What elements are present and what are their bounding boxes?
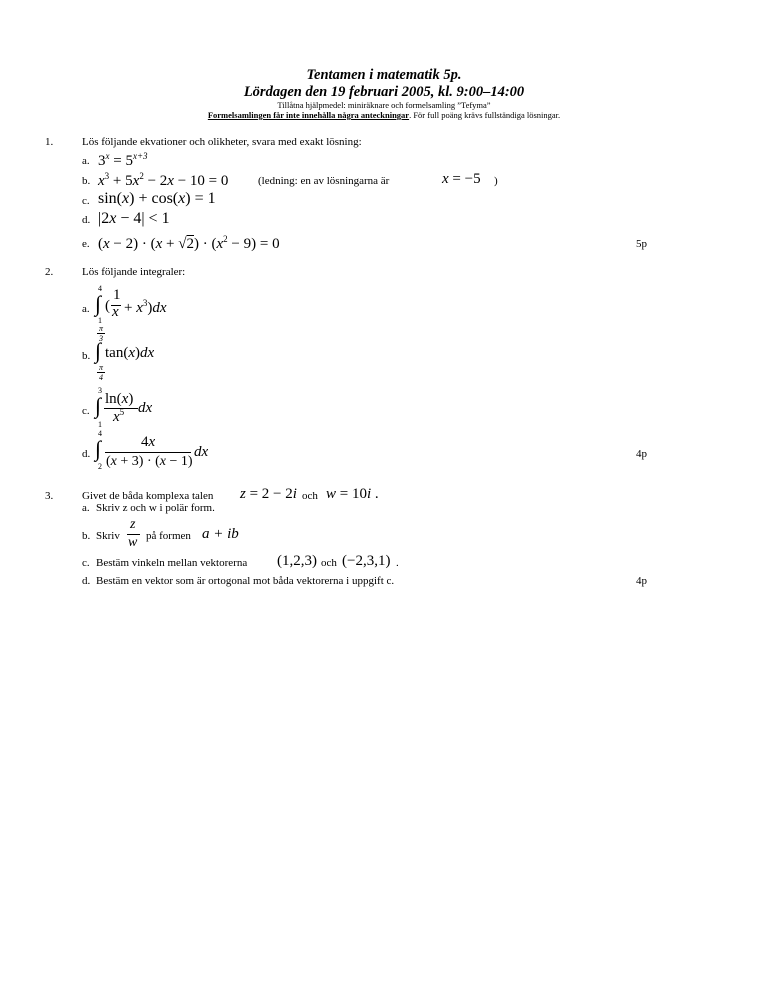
q3a-label: a. bbox=[82, 502, 90, 514]
question-1-text: Lös följande ekvationer och olikheter, svara med exakt lösning: bbox=[82, 136, 362, 148]
exam-date: Lördagen den 19 februari 2005, kl. 9:00–14:00 bbox=[243, 84, 525, 100]
q1b-label: b. bbox=[82, 175, 91, 187]
q3a-text: Skriv z och w i polär form. bbox=[96, 502, 215, 514]
q3c-label: c. bbox=[82, 557, 90, 569]
note-warning: Formelsamlingen får inte innehålla några anteckningar bbox=[207, 110, 410, 120]
q1b-hint-root: x = −5 bbox=[442, 171, 481, 187]
question-3-number: 3. bbox=[45, 490, 54, 502]
q2a-integral-sign: ∫ bbox=[95, 291, 102, 316]
q1c-label: c. bbox=[82, 195, 90, 207]
q2b-integrand: tan(x)dx bbox=[105, 345, 155, 361]
q2d-frac-den: (x + 3) · (x − 1) bbox=[106, 454, 193, 469]
q2d-dx: dx bbox=[194, 444, 209, 460]
q3b-form: a + ib bbox=[202, 526, 239, 542]
question-1-number: 1. bbox=[45, 136, 54, 148]
q2c-upper-limit: 3 bbox=[98, 386, 102, 395]
q2c-frac-num: ln(x) bbox=[105, 391, 134, 407]
q2d-upper-limit: 4 bbox=[98, 429, 102, 438]
q2a-label: a. bbox=[82, 303, 90, 315]
q1a-label: a. bbox=[82, 155, 90, 167]
q1b-hint-end: ) bbox=[494, 175, 498, 187]
q1c-equation: sin(x) + cos(x) = 1 bbox=[98, 190, 216, 207]
question-2-text: Lös följande integraler: bbox=[82, 266, 186, 278]
q2c-integral-sign: ∫ bbox=[95, 393, 102, 418]
question-2-number: 2. bbox=[45, 266, 54, 278]
q2a-frac-num: 1 bbox=[113, 287, 121, 303]
q1d-label: d. bbox=[82, 214, 91, 226]
question-3-points: 4p bbox=[636, 575, 647, 587]
q2d-label: d. bbox=[82, 448, 91, 460]
q2a-open-paren: ( bbox=[105, 298, 110, 314]
q2c-lower-limit: 1 bbox=[98, 420, 102, 429]
q2d-lower-limit: 2 bbox=[98, 462, 102, 471]
q2c-label: c. bbox=[82, 405, 90, 417]
q3b-frac-den: w bbox=[128, 535, 138, 550]
q1e-label: e. bbox=[82, 238, 90, 250]
q3c-and: och bbox=[321, 557, 337, 569]
q2a-frac-den: x bbox=[112, 304, 119, 320]
q3b-text2: på formen bbox=[146, 530, 191, 542]
note-rest: . För full poäng krävs fullständiga lösningar. bbox=[409, 110, 561, 120]
q3-z-definition: z = 2 − 2i bbox=[240, 486, 297, 502]
q2b-upper-limit: π 3 bbox=[98, 324, 103, 343]
q3-and: och bbox=[302, 490, 318, 502]
q3c-vector-2: (−2,3,1) bbox=[342, 553, 391, 569]
q1d-inequality: |2x − 4| < 1 bbox=[98, 210, 170, 227]
q1e-equation: $(x - 2) \cdot (x + √2) \cdot (x^2 - 9) = 0$ bbox=[98, 234, 280, 252]
q2a-lower-limit: 1 bbox=[98, 316, 102, 325]
q2a-upper-limit: 4 bbox=[98, 284, 102, 293]
q3b-label: b. bbox=[82, 530, 91, 542]
q1a-equation: $3^x = 5^{x+3}$ bbox=[98, 151, 148, 169]
question-2-points: 4p bbox=[636, 448, 647, 460]
allowed-aids: Tillåtna hjälpmedel: miniräknare och formelsamling ”Tefyma” bbox=[277, 100, 491, 110]
exam-title: Tentamen i matematik 5p. bbox=[306, 67, 462, 83]
q3d-text: Bestäm en vektor som är ortogonal mot båda vektorerna i uppgift c. bbox=[96, 575, 395, 587]
q3c-text: Bestäm vinkeln mellan vektorerna bbox=[96, 557, 248, 569]
q2d-frac-num: 4x bbox=[141, 434, 156, 450]
q1b-hint: (ledning: en av lösningarna är bbox=[258, 175, 390, 187]
q3b-text: Skriv bbox=[96, 530, 120, 542]
q3b-frac-num: z bbox=[130, 517, 136, 532]
q1b-equation: $x^3 + 5x^2 - 2x - 10 = 0$ bbox=[98, 171, 229, 189]
q2b-lower-limit: π 4 bbox=[98, 363, 103, 382]
question-3-text: Givet de båda komplexa talen bbox=[82, 490, 214, 502]
q2d-frac-line bbox=[105, 452, 191, 453]
q3-w-definition: w = 10i . bbox=[326, 486, 379, 502]
q2a-integrand-rest: + $x^3)dx$ bbox=[124, 298, 167, 316]
q2c-frac-den: $x^5$ bbox=[113, 407, 125, 425]
q3d-label: d. bbox=[82, 575, 91, 587]
q3c-period: . bbox=[396, 557, 399, 569]
q3c-vector-1: (1,2,3) bbox=[277, 553, 317, 569]
question-1-points: 5p bbox=[636, 238, 647, 250]
q2c-dx: dx bbox=[138, 400, 153, 416]
q2b-label: b. bbox=[82, 350, 91, 362]
q2d-integral-sign: ∫ bbox=[95, 436, 102, 461]
q2b-integral-sign: ∫ bbox=[95, 338, 102, 363]
exam-note bbox=[0, 110, 768, 120]
